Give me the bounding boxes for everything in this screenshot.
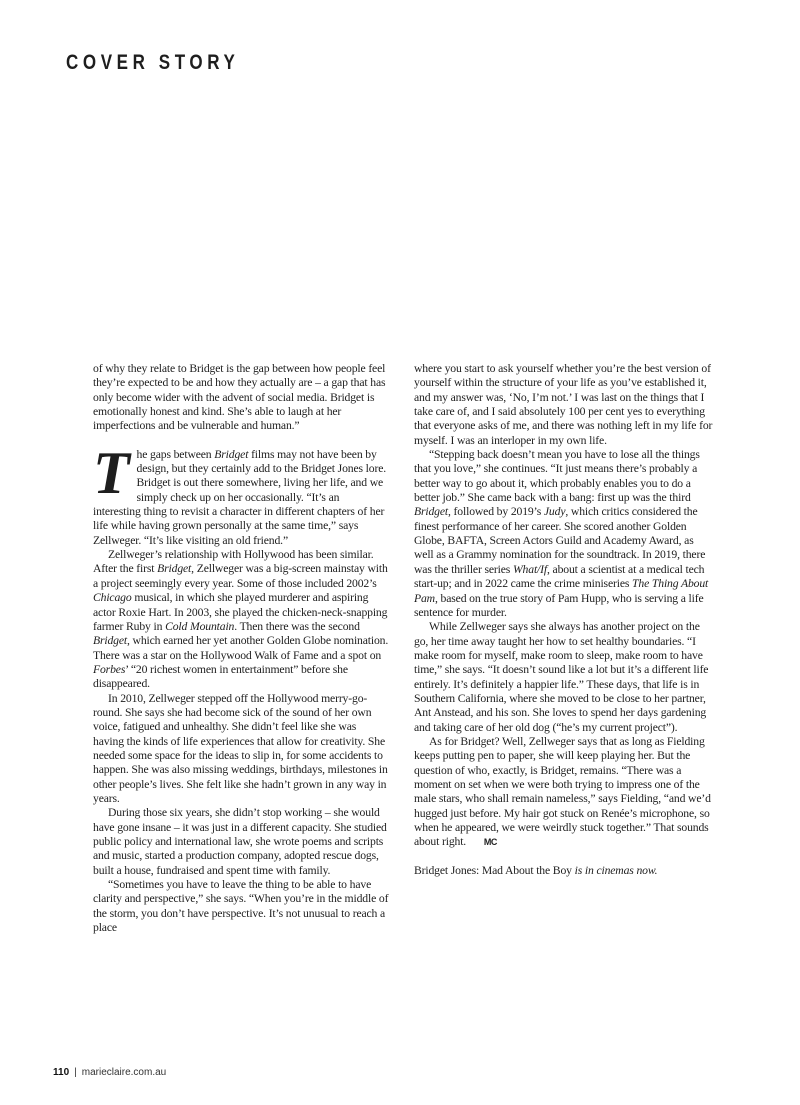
text-run: he gaps between	[136, 447, 215, 461]
footer-separator: |	[74, 1067, 77, 1078]
paragraph	[93, 806, 389, 878]
text-run: , followed by 2019’s	[448, 505, 544, 519]
text-run: , about a scientist at a medical tech start-up; and in 2022 came the crime miniseries	[414, 562, 705, 591]
paragraph	[414, 362, 714, 448]
text-run: of why they relate to Bridget is the gap between how people feel they’re expected to be and how they actually are – a gap that has only become wider with the advent of social media. Bridget is emotionally honest and kind. She’s able to laugh at her imperfections and be vulnerable and human.”	[93, 362, 386, 433]
text-run: . Then there was the second	[234, 619, 360, 633]
text-run: “Stepping back doesn’t mean you have to lose all the things that you love,” she continues. “It just means there’s probably a better way to go about it, which probably enables you to do a better job.” She came back with a bang: first up was the third	[414, 448, 700, 505]
text-run: In 2010, Zellweger stepped off the Hollywood merry-go-round. She says she had become sick of the sound of her own voice, fatigued and unhealthy. She didn’t feel like she was having the kinds of life experiences that allow for creativity. She needed some space for the ideas to slip in, for some accidents to happen. She was also missing weddings, birthdays, milestones in other people’s lives. She felt like she hadn’t grown in any way in years.	[93, 691, 388, 805]
paragraph	[414, 620, 714, 735]
italic-text: Bridget	[157, 562, 192, 576]
page-number: 110	[53, 1067, 70, 1078]
article-column-right	[414, 362, 714, 878]
drop-cap: T	[93, 439, 130, 506]
text-run: , which critics considered the finest performance of her career. She scored another Golden Globe, BAFTA, Screen Actors Guild and Academy Award, as well as a Grammy nomination for the soundtrack. In 2019, there was the thriller series	[414, 505, 706, 576]
italic-text: Cold Mountain	[165, 619, 235, 633]
text-run: ’ “20 richest women in entertainment” before she disappeared.	[93, 662, 348, 691]
text-run: , based on the true story of Pam Hupp, who is serving a life sentence for murder.	[414, 591, 704, 619]
paragraph	[93, 439, 389, 548]
italic-text: Judy	[543, 505, 566, 519]
italic-text: Forbes	[93, 662, 126, 676]
text-run: where you start to ask yourself whether you’re the best version of yourself within the structure of your life as you’ve established it, and my answer was, ‘No, I’m not.’ I was last on the things that I take care of, and I said absolutely 100 per cent yes to everything that everyone asks of me, and there was nothing left in my life for myself. I was an interloper in my own life.	[414, 362, 713, 447]
text-run: Zellweger’s relationship with Hollywood has been similar. After the first	[93, 548, 374, 576]
paragraph	[414, 864, 714, 878]
end-mark-logo: MC	[483, 837, 497, 848]
italic-text: Chicago	[93, 591, 132, 605]
italic-text: What/If	[512, 562, 547, 576]
paragraph	[93, 692, 389, 807]
text-run: films may not have been by design, but they certainly add to the Bridget Jones lore. Bridget is out there somewhere, living her life, and we simply check up on her occasionally. “It’s an interesting thing to revisit a character in different chapters of her life while having grown personally at the same time,” says Zellweger. “It’s like visiting an old friend.”	[93, 447, 387, 547]
page-footer	[53, 1067, 166, 1078]
text-run: Bridget Jones: Mad About the Boy	[414, 863, 572, 877]
italic-text: Bridget	[414, 505, 449, 519]
italic-text: The Thing About Pam	[414, 577, 709, 605]
italic-text: Bridget	[93, 634, 128, 648]
paragraph	[93, 878, 389, 935]
text-run: During those six years, she didn’t stop working – she would have gone insane – it was just in a different capacity. She studied public policy and international law, she wrote poems and scripts and music, started a production company, adopted rescue dogs, built a house, fundraised and spent time with family.	[93, 806, 387, 877]
paragraph	[93, 362, 389, 434]
site-url: marieclaire.com.au	[81, 1067, 167, 1078]
section-label: COVER STORY	[66, 50, 240, 74]
text-run: , Zellweger was a big-screen mainstay with a project seemingly every year. Some of those included 2002’s	[93, 562, 388, 590]
paragraph	[414, 448, 714, 620]
text-run: , which earned her yet another Golden Globe nomination. There was a star on the Hollywood Walk of Fame and a spot on	[93, 634, 389, 662]
text-run: “Sometimes you have to leave the thing to be able to have clarity and perspective,” she says. “When you’re in the middle of the storm, you don’t have perspective. It’s not unusual to reach a place	[93, 878, 389, 935]
text-run: musical, in which she played murderer and aspiring actor Roxie Hart. In 2003, she played the chicken-neck-snapping farmer Ruby in	[93, 591, 388, 633]
italic-text: Bridget	[214, 447, 249, 461]
article-column-left	[93, 362, 389, 935]
text-run: While Zellweger says she always has another project on the go, her time away taught her how to set healthy boundaries. “I make room for myself, make room to sleep, make room to have time,” she says. “It doesn’t sound like a lot but it’s a different life entirely. It’s definitely a happier life.” These days, that life is in Southern California, where she moved to be close to her partner, Ant Anstead, and his son. She loves to spend her days gardening and taking care of her old dog (“he’s my current project”).	[414, 620, 709, 734]
text-run: As for Bridget? Well, Zellweger says that as long as Fielding keeps putting pen to paper, she will keep playing her. But the question of who, exactly, is Bridget, remains. “There was a moment on set when we were both trying to impress one of the male stars, who shall remain nameless,” says Fielding, “and we’d hugged just before. My hair got stuck on Renée’s microphone, so when he appeared, we were weirdly stuck together.” That sounds about right.	[414, 734, 711, 849]
paragraph	[414, 735, 714, 850]
italic-text: is in cinemas now.	[571, 863, 658, 877]
paragraph	[93, 548, 389, 691]
